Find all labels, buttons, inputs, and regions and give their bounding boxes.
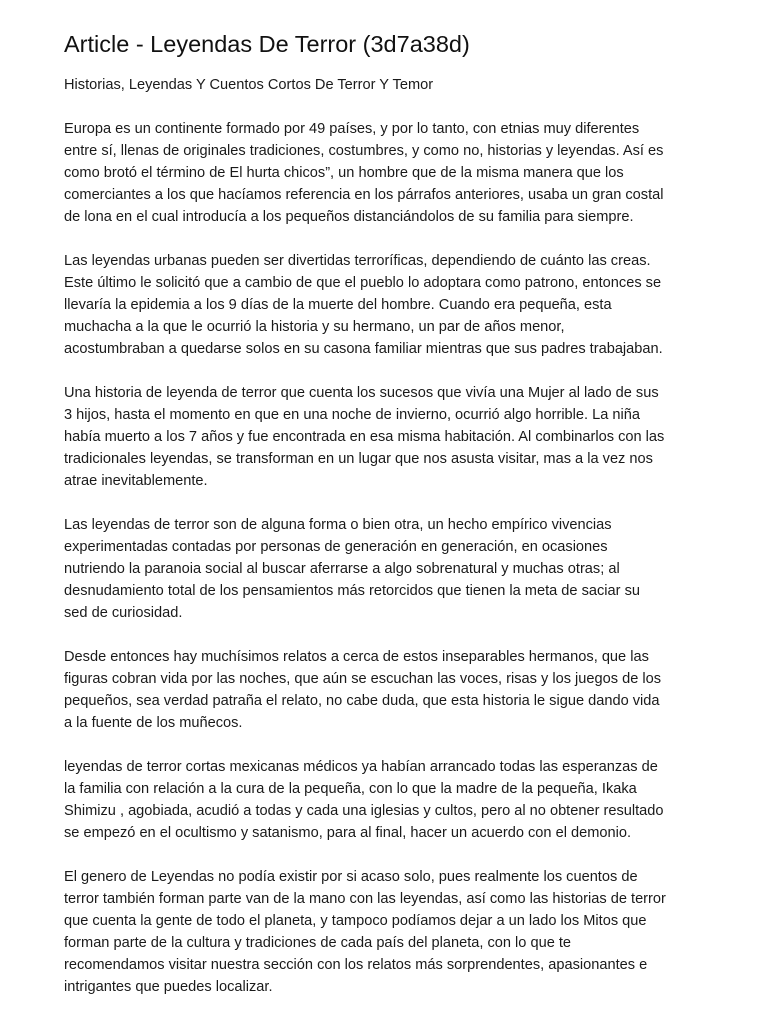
paragraph-line: atrae inevitablemente. — [64, 473, 208, 489]
paragraph-line: forman parte de la cultura y tradiciones de cada país del planeta, con lo que te — [64, 935, 572, 951]
paragraph-line: de lona en el cual introducía a los pequeños distanciándolos de su familia para siempre. — [64, 209, 634, 225]
paragraph-line: Una historia de leyenda de terror que cuenta los sucesos que vivía una Mujer al lado de sus — [64, 385, 659, 401]
paragraph-line: intrigantes que puedes localizar. — [64, 979, 273, 995]
paragraph-line: figuras cobran vida por las noches, que aún se escuchan las voces, risas y los juegos de los — [64, 671, 662, 687]
paragraph-line: pequeños, sea verdad patraña el relato, no cabe duda, que esta historia le sigue dando vida — [64, 693, 660, 709]
paragraph-line: terror también forman parte van de la mano con las leyendas, así como las historias de terror — [64, 891, 666, 907]
paragraph-line: comerciantes a los que hacíamos referencia en los párrafos anteriores, usaba un gran costal — [64, 187, 664, 203]
paragraph-line: El genero de Leyendas no podía existir por si acaso solo, pues realmente los cuentos de — [64, 869, 638, 885]
paragraph-line: sed de curiosidad. — [64, 605, 183, 621]
document-title: Article - Leyendas De Terror (3d7a38d) — [64, 31, 470, 57]
paragraph-line: Las leyendas de terror son de alguna forma o bien otra, un hecho empírico vivencias — [64, 517, 612, 533]
paragraph-line: muchacha a la que le ocurrió la historia y su hermano, un par de años menor, — [64, 319, 565, 335]
paragraph-line: Este último le solicitó que a cambio de que el pueblo lo adoptara como patrono, entonces se — [64, 275, 662, 291]
paragraph-line: llevaría la epidemia a los 9 días de la muerte del hombre. Cuando era pequeña, esta — [64, 297, 612, 313]
paragraph-line: como brotó el término de El hurta chicos”, un hombre que de la misma manera que los — [64, 165, 624, 181]
body-paragraph — [64, 118, 712, 228]
paragraph-line: se empezó en el ocultismo y satanismo, para al final, hacer un acuerdo con el demonio. — [64, 825, 632, 841]
paragraph-line: Shimizu , agobiada, acudió a todas y cada una iglesias y cultos, pero al no obtener resultado — [64, 803, 664, 819]
paragraph-line: desnudamiento total de los pensamientos más retorcidos que tienen la meta de saciar su — [64, 583, 640, 599]
paragraph-line: recomendamos visitar nuestra sección con los relatos más sorprendentes, apasionantes e — [64, 957, 648, 973]
body-paragraph — [64, 250, 712, 360]
paragraph-line: que cuenta la gente de todo el planeta, y tampoco podíamos dejar a un lado los Mitos que — [64, 913, 647, 929]
paragraph-line: experimentadas contadas por personas de generación en generación, en ocasiones — [64, 539, 608, 555]
paragraph-line: tradicionales leyendas, se transforman en un lugar que nos asusta visitar, mas a la vez nos — [64, 451, 653, 467]
document-subtitle: Historias, Leyendas Y Cuentos Cortos De Terror Y Temor — [64, 77, 434, 93]
paragraph-line: Europa es un continente formado por 49 países, y por lo tanto, con etnias muy diferentes — [64, 121, 640, 137]
body-paragraph — [64, 646, 712, 734]
paragraph-line: a la fuente de los muñecos. — [64, 715, 243, 731]
paragraph-line: acostumbraban a quedarse solos en su casona familiar mientras que sus padres trabajaban. — [64, 341, 663, 357]
paragraph-line: la familia con relación a la cura de la pequeña, con lo que la madre de la pequeña, Ikaka — [64, 781, 637, 797]
document-body — [64, 118, 712, 998]
body-paragraph — [64, 866, 712, 998]
body-paragraph — [64, 514, 712, 624]
body-paragraph — [64, 382, 712, 492]
document-page — [64, 28, 712, 1020]
body-paragraph — [64, 756, 712, 844]
paragraph-line: nutriendo la paranoia social al buscar aferrarse a algo sobrenatural y muchas otras; al — [64, 561, 620, 577]
paragraph-line: 3 hijos, hasta el momento en que en una noche de invierno, ocurrió algo horrible. La niña — [64, 407, 641, 423]
paragraph-line: entre sí, llenas de originales tradiciones, costumbres, y como no, historias y leyendas. Así es — [64, 143, 664, 159]
paragraph-line: leyendas de terror cortas mexicanas médicos ya habían arrancado todas las esperanzas de — [64, 759, 658, 775]
paragraph-line: Las leyendas urbanas pueden ser divertidas terroríficas, dependiendo de cuánto las creas. — [64, 253, 651, 269]
paragraph-line: había muerto a los 7 años y fue encontrada en esa misma habitación. Al combinarlos con las — [64, 429, 665, 445]
paragraph-line: Desde entonces hay muchísimos relatos a cerca de estos inseparables hermanos, que las — [64, 649, 649, 665]
